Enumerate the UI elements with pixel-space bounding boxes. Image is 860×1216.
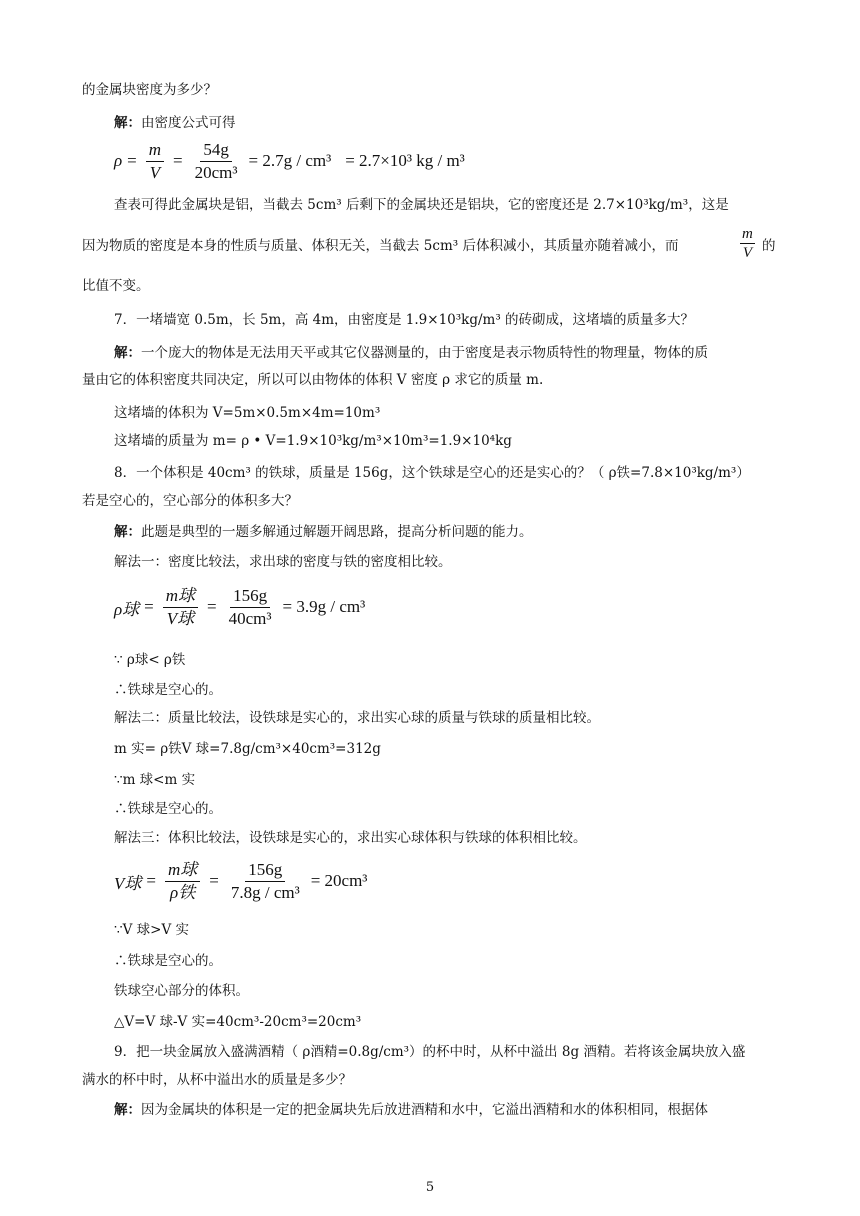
text-line: 查表可得此金属块是铝，当截去 5cm³ 后剩下的金属块还是铝块，它的密度还是 2.7×10³kg/m³，这是 bbox=[114, 197, 729, 213]
formula-result: = 3.9g / cm³ bbox=[282, 597, 366, 616]
text-line: ∴铁球是空心的。 bbox=[114, 801, 222, 817]
fraction bbox=[165, 860, 200, 903]
solution-line bbox=[114, 113, 814, 133]
text-line: △V=V 球-V 实=40cm³-20cm³=20cm³ bbox=[114, 1014, 362, 1030]
formula-lhs: V球 bbox=[114, 873, 142, 893]
text-line: 解法三：体积比较法，设铁球是实心的，求出实心球体积与铁球的体积相比较。 bbox=[114, 830, 587, 846]
text-line: 因为物质的密度是本身的性质与质量、体积无关，当截去 5cm³ 后体积减小，其质量亦随着减小，而 bbox=[82, 238, 679, 254]
text-line: 的 bbox=[762, 238, 776, 254]
fraction-numerator: 54g bbox=[200, 140, 232, 162]
formula-lhs: ρ球 bbox=[114, 599, 140, 619]
text-line: ∵V 球>V 实 bbox=[114, 922, 189, 938]
solution-text: 由密度公式可得 bbox=[141, 115, 236, 131]
fraction-denominator: 7.8g / cm³ bbox=[230, 882, 300, 902]
solution-text: 此题是典型的一题多解通过解题开阔思路，提高分析问题的能力。 bbox=[141, 524, 533, 540]
question-7: 7．一堵墙宽 0.5m，长 5m，高 4m，由密度是 1.9×10³kg/m³ 的砖砌成，这堵墙的质量多大？ bbox=[114, 312, 695, 328]
solution-label: 解： bbox=[114, 1102, 141, 1118]
fraction-numerator: m球 bbox=[163, 586, 198, 608]
fraction-denominator: 20cm³ bbox=[194, 162, 238, 182]
text-line: 铁球空心部分的体积。 bbox=[114, 983, 249, 999]
fraction-numerator: m球 bbox=[165, 860, 200, 882]
fraction bbox=[163, 586, 198, 629]
fraction bbox=[228, 860, 303, 903]
fraction-numerator: m bbox=[742, 226, 753, 242]
text-line: 解法一：密度比较法，求出球的密度与铁的密度相比较。 bbox=[114, 554, 452, 570]
fraction bbox=[226, 586, 275, 629]
inline-fraction bbox=[740, 225, 755, 262]
text-line: 满水的杯中时，从杯中溢出水的质量是多少？ bbox=[82, 1072, 352, 1088]
fraction bbox=[192, 140, 241, 183]
text-line: ∵m 球<m 实 bbox=[114, 772, 196, 788]
fraction-denominator: 40cm³ bbox=[228, 608, 272, 628]
text-line: m 实= ρ铁V 球=7.8g/cm³×40cm³=312g bbox=[114, 741, 381, 757]
text-line: 比值不变。 bbox=[82, 278, 150, 294]
density-formula: ρ = $\frac{m}{V}$ = $\frac{54g}{\text{20cm³}}$ = 2.7g / cm³ = 2.7×10³ kg / m³ bbox=[114, 139, 465, 182]
solution-label: 解： bbox=[114, 115, 141, 131]
fraction-denominator: V球 bbox=[166, 608, 195, 628]
text-line: ∴铁球是空心的。 bbox=[114, 953, 222, 969]
formula-result: = 2.7g / cm³ bbox=[248, 151, 332, 170]
solution-text: 一个庞大的物体是无法用天平或其它仪器测量的，由于密度是表示物质特性的物理量，物体的质 bbox=[141, 345, 708, 361]
text-line: ∴铁球是空心的。 bbox=[114, 682, 222, 698]
text-line: 的金属块密度为多少？ bbox=[82, 82, 217, 98]
ball-density-formula: ρ球 = $\frac{\text{m球}}{\text{V球}}$ = $\frac{156g}{\text{40cm³}}$ = 3.9g / cm³ bbox=[114, 585, 366, 628]
formula-result: = 2.7×10³ kg / m³ bbox=[345, 151, 465, 170]
text-line: 这堵墙的体积为 V=5m×0.5m×4m=10m³ bbox=[114, 405, 381, 421]
solution-label: 解： bbox=[114, 524, 141, 540]
solution-label: 解： bbox=[114, 345, 141, 361]
question-9: 9．把一块金属放入盛满酒精（ ρ酒精=0.8g/cm³）的杯中时，从杯中溢出 8g 酒精。若将该金属块放入盛 bbox=[114, 1044, 746, 1060]
ball-volume-formula: V球 = $\frac{\text{m球}}{\text{ρ铁}}$ = $\frac{156g}{\text{7.8g / cm³}}$ = 20cm³ bbox=[114, 859, 368, 902]
text-line: ∵ ρ球< ρ铁 bbox=[114, 652, 186, 668]
text-line: 这堵墙的质量为 m= ρ • V=1.9×10³kg/m³×10m³=1.9×10⁴kg bbox=[114, 433, 512, 449]
formula-result: = 20cm³ bbox=[310, 871, 368, 890]
formula-lhs: ρ bbox=[114, 151, 123, 170]
fraction-denominator: ρ铁 bbox=[170, 882, 196, 902]
fraction bbox=[146, 140, 164, 183]
text-line: 量由它的体积密度共同决定，所以可以由物体的体积 V 密度 ρ 求它的质量 m. bbox=[82, 372, 544, 388]
text-line: 若是空心的，空心部分的体积多大？ bbox=[82, 493, 298, 509]
fraction-numerator: 156g bbox=[245, 860, 285, 882]
page-number: 5 bbox=[425, 1180, 435, 1195]
solution-line bbox=[114, 1100, 814, 1120]
fraction-numerator: 156g bbox=[230, 586, 270, 608]
fraction-denominator: V bbox=[149, 162, 161, 182]
text-line: 解法二：质量比较法，设铁球是实心的，求出实心球的质量与铁球的质量相比较。 bbox=[114, 710, 600, 726]
solution-text: 因为金属块的体积是一定的把金属块先后放进酒精和水中，它溢出酒精和水的体积相同，根据体 bbox=[141, 1102, 708, 1118]
fraction-numerator: m bbox=[146, 140, 164, 162]
solution-line bbox=[114, 343, 814, 363]
fraction-denominator: V bbox=[742, 245, 752, 261]
question-8: 8．一个体积是 40cm³ 的铁球，质量是 156g，这个铁球是空心的还是实心的？（ ρ铁=7.8×10³kg/m³） bbox=[114, 465, 750, 481]
solution-line bbox=[114, 522, 814, 542]
